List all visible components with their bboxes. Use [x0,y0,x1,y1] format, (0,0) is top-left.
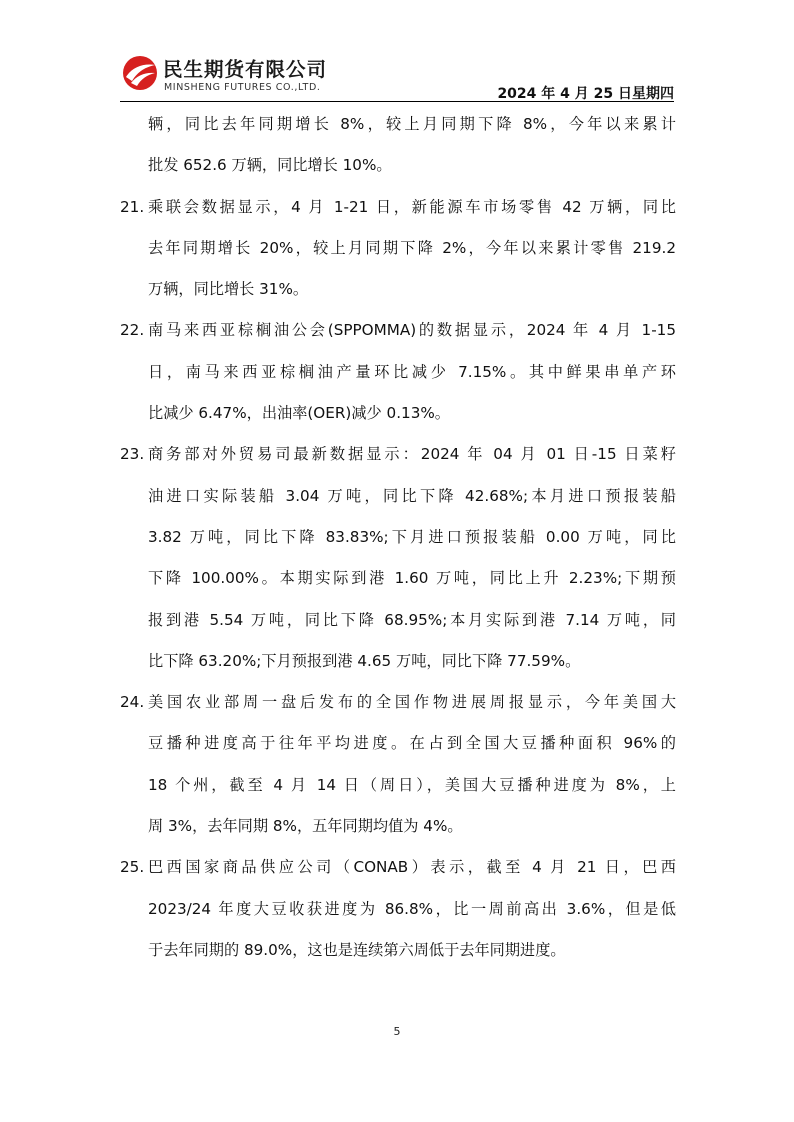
text-line: 去年同期增长 20%，较上月同期下降 2%，今年以来累计零售 219.2 [148,238,676,257]
text-line: 23. 商务部对外贸易司最新数据显示：2024 年 04 月 01 日-15 日菜籽 [120,434,676,475]
text-line: 下降 100.00%。本期实际到港 1.60 万吨，同比上升 2.23%;下期预 [148,569,676,588]
page-number: 5 [393,1025,401,1038]
text-line: 豆播种进度高于往年平均进度。在占到全国大豆播种面积 96%的 [148,734,676,753]
text-line: 批发 652.6 万辆，同比增长 10%。 [148,156,392,175]
report-date: 2024 年 4 月 25 日星期四 [497,86,674,102]
item-number: 22. [120,321,145,340]
item-number: 21. [120,197,145,216]
page-header [120,52,674,102]
text-line: 周 3%，去年同期 8%，五年同期均值为 4%。 [148,817,463,836]
text-line: 辆，同比去年同期增长 8%，较上月同期下降 8%，今年以来累计 [148,115,676,133]
text-line: 万辆，同比增长 31%。 [148,280,309,299]
header-divider [120,101,674,102]
text-line: 22. 南马来西亚棕榈油公会(SPPOMMA)的数据显示，2024 年 4 月 1-15 [120,310,676,351]
text-line: 于去年同期的 89.0%，这也是连续第六周低于去年同期进度。 [148,940,566,959]
text-line: 21. 乘联会数据显示，4 月 1-21 日，新能源车市场零售 42 万辆，同比 [120,187,676,228]
text-line: 比减少 6.47%，出油率(OER)减少 0.13%。 [148,404,450,423]
text-line: 3.82 万吨，同比下降 83.83%;下月进口预报装船 0.00 万吨，同比 [148,527,676,546]
list-item [120,682,676,847]
text-line: 比下降 63.20%;下月预报到港 4.65 万吨，同比下降 77.59%。 [148,651,581,670]
document-body [120,104,676,971]
text-line: 24. 美国农业部周一盘后发布的全国作物进展周报显示，今年美国大 [120,682,676,723]
text-line: 报到港 5.54 万吨，同比下降 68.95%;本月实际到港 7.14 万吨，同 [148,610,676,629]
list-item [120,310,676,434]
text-line: 18 个州，截至 4 月 14 日（周日），美国大豆播种进度为 8%，上 [148,775,676,794]
company-name-en: MINSHENG FUTURES CO.,LTD. [164,82,321,93]
text-line: 日，南马来西亚棕榈油产量环比减少 7.15%。其中鲜果串单产环 [148,362,676,381]
list-item [120,104,676,187]
minsheng-logo-icon [122,55,158,91]
text-line: 油进口实际装船 3.04 万吨，同比下降 42.68%;本月进口预报装船 [148,486,676,505]
text-line: 2023/24 年度大豆收获进度为 86.8%，比一周前高出 3.6%，但是低 [148,899,676,918]
item-number: 23. [120,445,145,464]
item-number: 25. [120,858,145,877]
list-item [120,434,676,682]
company-name-cn: 民生期货有限公司 [163,58,328,81]
list-item [120,847,676,971]
item-number: 24. [120,693,145,712]
list-item [120,187,676,311]
text-line: 25. 巴西国家商品供应公司（CONAB）表示，截至 4 月 21 日，巴西 [120,847,676,888]
